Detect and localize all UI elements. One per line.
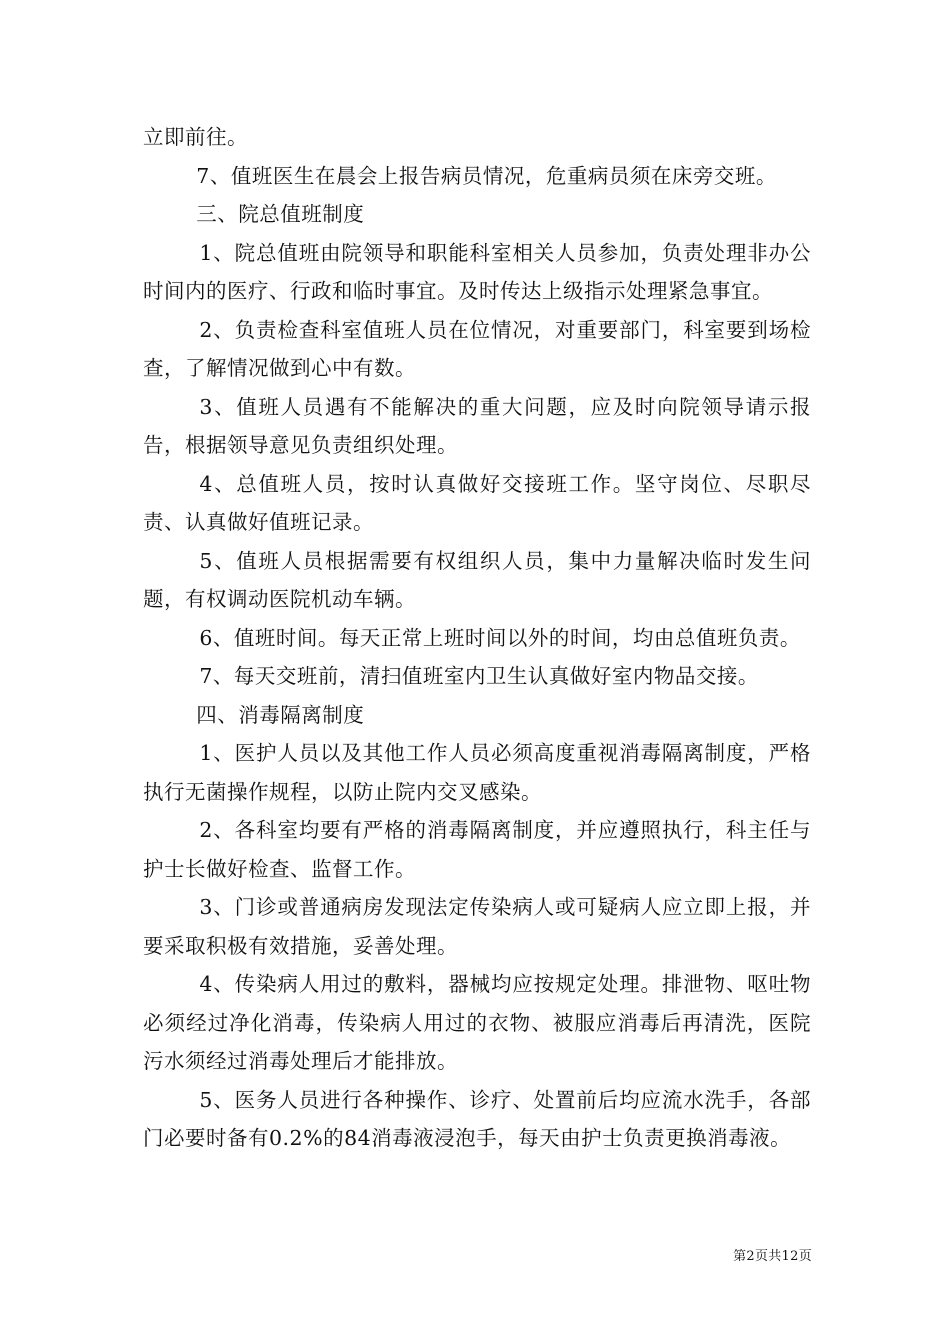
paragraph-item: 1、院总值班由院领导和职能科室相关人员参加，负责处理非办公时间内的医疗、行政和临时事宜。及时传达上级指示处理紧急事宜。: [143, 240, 811, 303]
paragraph-item: 5、医务人员进行各种操作、诊疗、处置前后均应流水洗手，各部门必要时备有0.2%的84消毒液浸泡手，每天由护士负责更换消毒液。: [143, 1087, 811, 1150]
document-body: [143, 118, 811, 1158]
paragraph-item: 3、值班人员遇有不能解决的重大问题，应及时向院领导请示报告，根据领导意见负责组织处理。: [143, 394, 811, 457]
section-heading-disinfection: 四、消毒隔离制度: [196, 702, 365, 727]
paragraph-item: 6、值班时间。每天正常上班时间以外的时间，均由总值班负责。: [199, 625, 801, 650]
paragraph-item: 2、各科室均要有严格的消毒隔离制度，并应遵照执行，科主任与护士长做好检查、监督工作。: [143, 818, 811, 881]
paragraph-item: 1、医护人员以及其他工作人员必须高度重视消毒隔离制度，严格执行无菌操作规程，以防止院内交叉感染。: [143, 741, 811, 804]
paragraph-item: 3、门诊或普通病房发现法定传染病人或可疑病人应立即上报，并要采取积极有效措施，妥善处理。: [143, 895, 811, 958]
section-heading-duty-system: 三、院总值班制度: [196, 202, 365, 226]
paragraph-item: 4、传染病人用过的敷料，器械均应按规定处理。排泄物、呕吐物必须经过净化消毒，传染病人用过的衣物、被服应消毒后再清洗，医院污水须经过消毒处理后才能排放。: [143, 972, 811, 1073]
paragraph-item: 5、值班人员根据需要有权组织人员，集中力量解决临时发生问题，有权调动医院机动车辆。: [143, 548, 811, 611]
paragraph-item: 7、每天交班前，清扫值班室内卫生认真做好室内物品交接。: [199, 664, 759, 688]
paragraph-continuation: 立即前往。: [143, 125, 248, 149]
page-number-footer: 第2页共12页: [733, 1249, 812, 1264]
paragraph-item: 4、总值班人员，按时认真做好交接班工作。坚守岗位、尽职尽责、认真做好值班记录。: [143, 471, 811, 534]
paragraph-item: 7、值班医生在晨会上报告病员情况，危重病员须在床旁交班。: [196, 163, 777, 188]
paragraph-item: 2、负责检查科室值班人员在位情况，对重要部门，科室要到场检查，了解情况做到心中有数。: [143, 317, 811, 380]
